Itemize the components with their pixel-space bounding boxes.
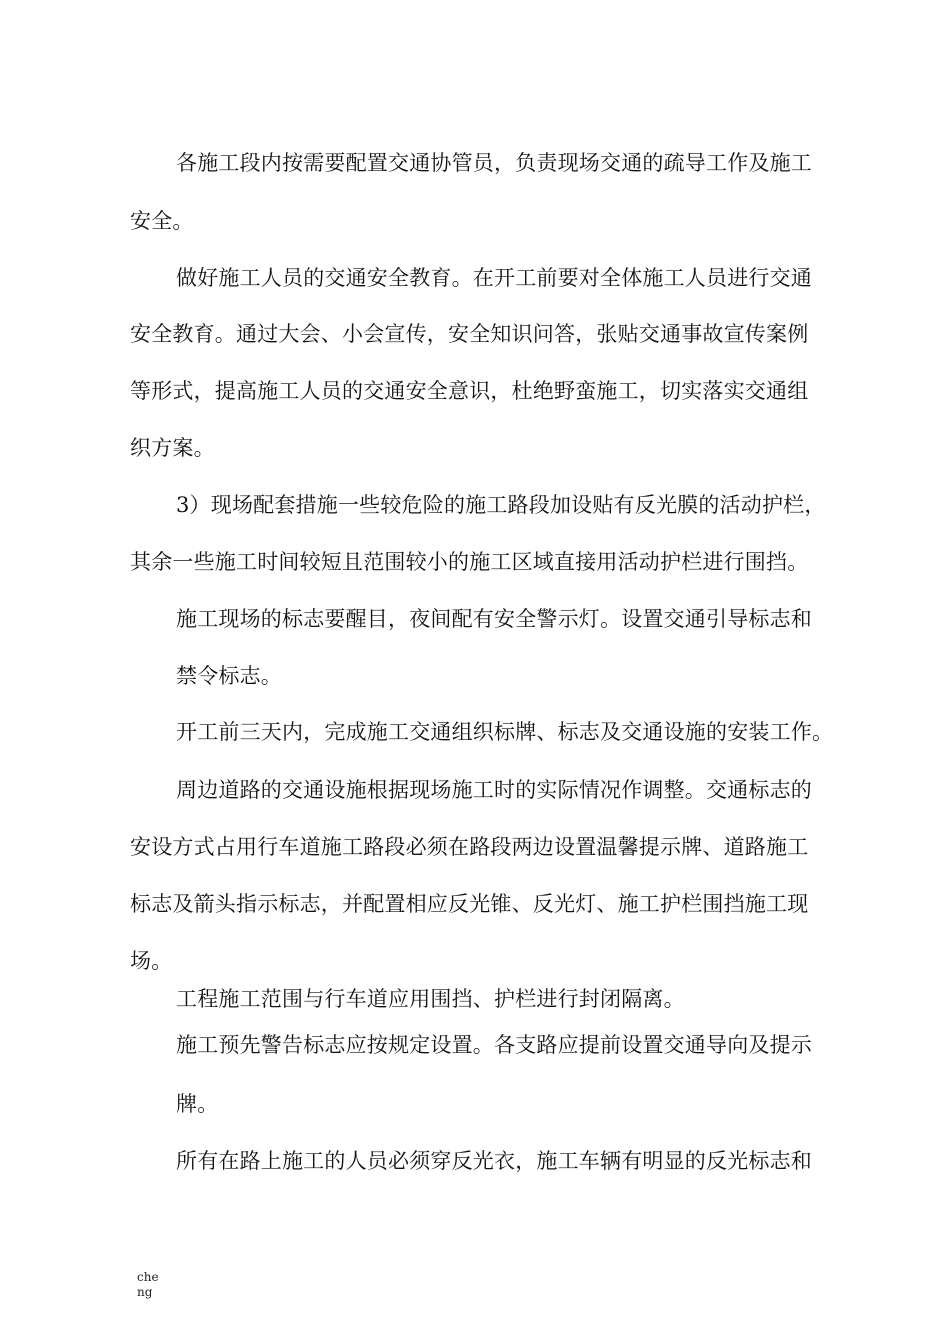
text-line: 场。	[130, 949, 173, 973]
text-line: 安全。	[130, 209, 194, 233]
text-line: 安设方式占用行车道施工路段必须在路段两边设置温馨提示牌、道路施工	[130, 835, 809, 859]
text-line: 施工预先警告标志应按规定设置。各支路应提前设置交通导向及提示	[176, 1033, 812, 1057]
text-line: 施工现场的标志要醒目，夜间配有安全警示灯。设置交通引导标志和	[176, 607, 812, 631]
text-line: 所有在路上施工的人员必须穿反光衣，施工车辆有明显的反光标志和	[176, 1149, 812, 1173]
text-line: 牌。	[176, 1092, 219, 1116]
page-footer	[137, 1270, 159, 1300]
text-line: 禁令标志。	[176, 664, 282, 688]
text-line: 3）现场配套措施一些较危险的施工路段加设贴有反光膜的活动护栏，	[176, 493, 826, 517]
text-line: 织方案。	[130, 436, 215, 460]
text-line: 周边道路的交通设施根据现场施工时的实际情况作调整。交通标志的	[176, 778, 812, 802]
text-line: 工程施工范围与行车道应用围挡、护栏进行封闭隔离。	[176, 987, 685, 1011]
text-line: 等形式，提高施工人员的交通安全意识，杜绝野蛮施工，切实落实交通组	[130, 379, 809, 403]
footer-text-line-1: che	[137, 1270, 159, 1284]
text-line: 做好施工人员的交通安全教育。在开工前要对全体施工人员进行交通	[176, 266, 812, 290]
text-line: 安全教育。通过大会、小会宣传，安全知识问答，张贴交通事故宣传案例	[130, 322, 809, 346]
footer-text-line-2: ng	[137, 1285, 153, 1299]
text-line: 其余一些施工时间较短且范围较小的施工区域直接用活动护栏进行围挡。	[130, 550, 809, 574]
text-line: 开工前三天内，完成施工交通组织标牌、标志及交通设施的安装工作。	[176, 720, 834, 744]
text-line: 标志及箭头指示标志，并配置相应反光锥、反光灯、施工护栏围挡施工现	[130, 892, 809, 916]
text-line: 各施工段内按需要配置交通协管员，负责现场交通的疏导工作及施工	[176, 151, 812, 175]
